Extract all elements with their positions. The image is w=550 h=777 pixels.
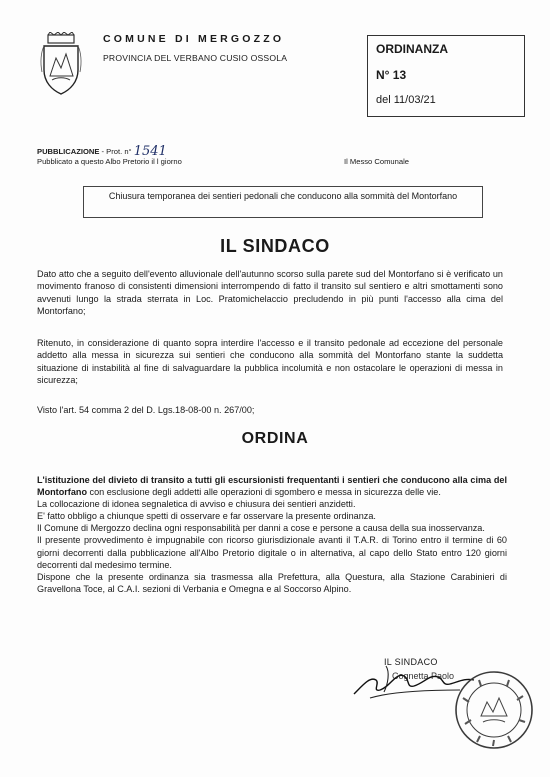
ordina-item-obbligo: E' fatto obbligo a chiunque spetti di osservare e far osservare la presente ordinanza. <box>37 511 376 522</box>
signature-name: Cognetta Paolo <box>392 671 455 681</box>
ordina-item-divieto <box>37 474 507 498</box>
ordina-item-responsabilita: Il Comune di Mergozzo declina ogni responsabilità per danni a cose e persone a causa della sua inosservanza. <box>37 523 485 534</box>
paragraph-ritenuto: Ritenuto, in considerazione di quanto sopra interdire l'accesso e il transito pedonale ad eccezione del personale addetto alla messa in sicurezza sui sentieri che conducono alla sommità del Montorfano stante la suddetta situazione di instabilità al fine di salvaguardare la pubblica incolumità e non ostacolare le operazioni di messa in sicurezza; <box>37 338 503 385</box>
published-text: Pubblicato a questo Albo Pretorio il l giorno <box>37 157 182 166</box>
signature-label: IL SINDACO <box>384 657 438 667</box>
paragraph-dato-atto: Dato atto che a seguito dell'evento alluvionale dell'autunno scorso sulla parete sud del Montorfano si è verificato un movimento franoso di consistenti dimensioni interrompendo di fatto il transito sul sentiero e altri smottamenti sono avvenuti lungo la strada sterrata in Loc. Pratomichelaccio precludendo in più punti l'accesso alla cima del Montorfano; <box>37 269 503 316</box>
paragraph-visto: Visto l'art. 54 comma 2 del D. Lgs.18-08-00 n. 267/00; <box>37 405 255 415</box>
provincia-name: PROVINCIA DEL VERBANO CUSIO OSSOLA <box>103 53 288 63</box>
ordina-item-segnaletica: La collocazione di idonea segnaletica di avviso e chiusura dei sentieri anzidetti. <box>37 499 356 510</box>
municipal-crest-icon <box>40 32 82 96</box>
prot-number: 1541 <box>133 144 167 159</box>
ordina-divieto-bold: L'istituzione del divieto di transito a tutti gli escursionisti frequentanti i sentieri che conducono alla cima del Montorfano <box>37 475 507 498</box>
ordina-heading: ORDINA <box>241 430 309 447</box>
prot-label: - Prot. n° <box>99 147 132 156</box>
messo-comunale: Il Messo Comunale <box>344 157 409 166</box>
subject-box: Chiusura temporanea dei sentieri pedonali che conducono alla sommità del Montorfano <box>83 186 483 218</box>
sindaco-heading: IL SINDACO <box>220 236 330 256</box>
ordinanza-date: del 11/03/21 <box>376 94 436 106</box>
ordina-divieto-rest: con esclusione degli addetti alle operazioni di sgombero e messa in sicurezza delle vie. <box>87 487 441 498</box>
ordina-item-dispone: Dispone che la presente ordinanza sia trasmessa alla Prefettura, alla Questura, alla Stazione Carabinieri di Gravellona Toce, al C.A.I. sezioni di Verbania e Omegna e al Soccorso Alpino. <box>37 571 507 594</box>
ordinanza-box <box>367 35 525 117</box>
ordina-body <box>37 474 507 595</box>
comune-name: COMUNE DI MERGOZZO <box>103 33 285 45</box>
ordina-item-ricorso: Il presente provvedimento è impugnabile con ricorso giurisdizionale avanti il T.A.R. di Torino entro il termine di 60 giorni decorrenti dalla pubblicazione all'Albo Pretorio digitale o in alternativa, al capo dello Stato entro 120 giorni decorrenti dal medesimo termine. <box>37 535 507 570</box>
publication-label: PUBBLICAZIONE <box>37 147 100 156</box>
ordinanza-title: ORDINANZA <box>376 42 448 56</box>
ordinanza-number: N° 13 <box>376 68 407 82</box>
municipal-stamp-icon <box>453 668 535 752</box>
